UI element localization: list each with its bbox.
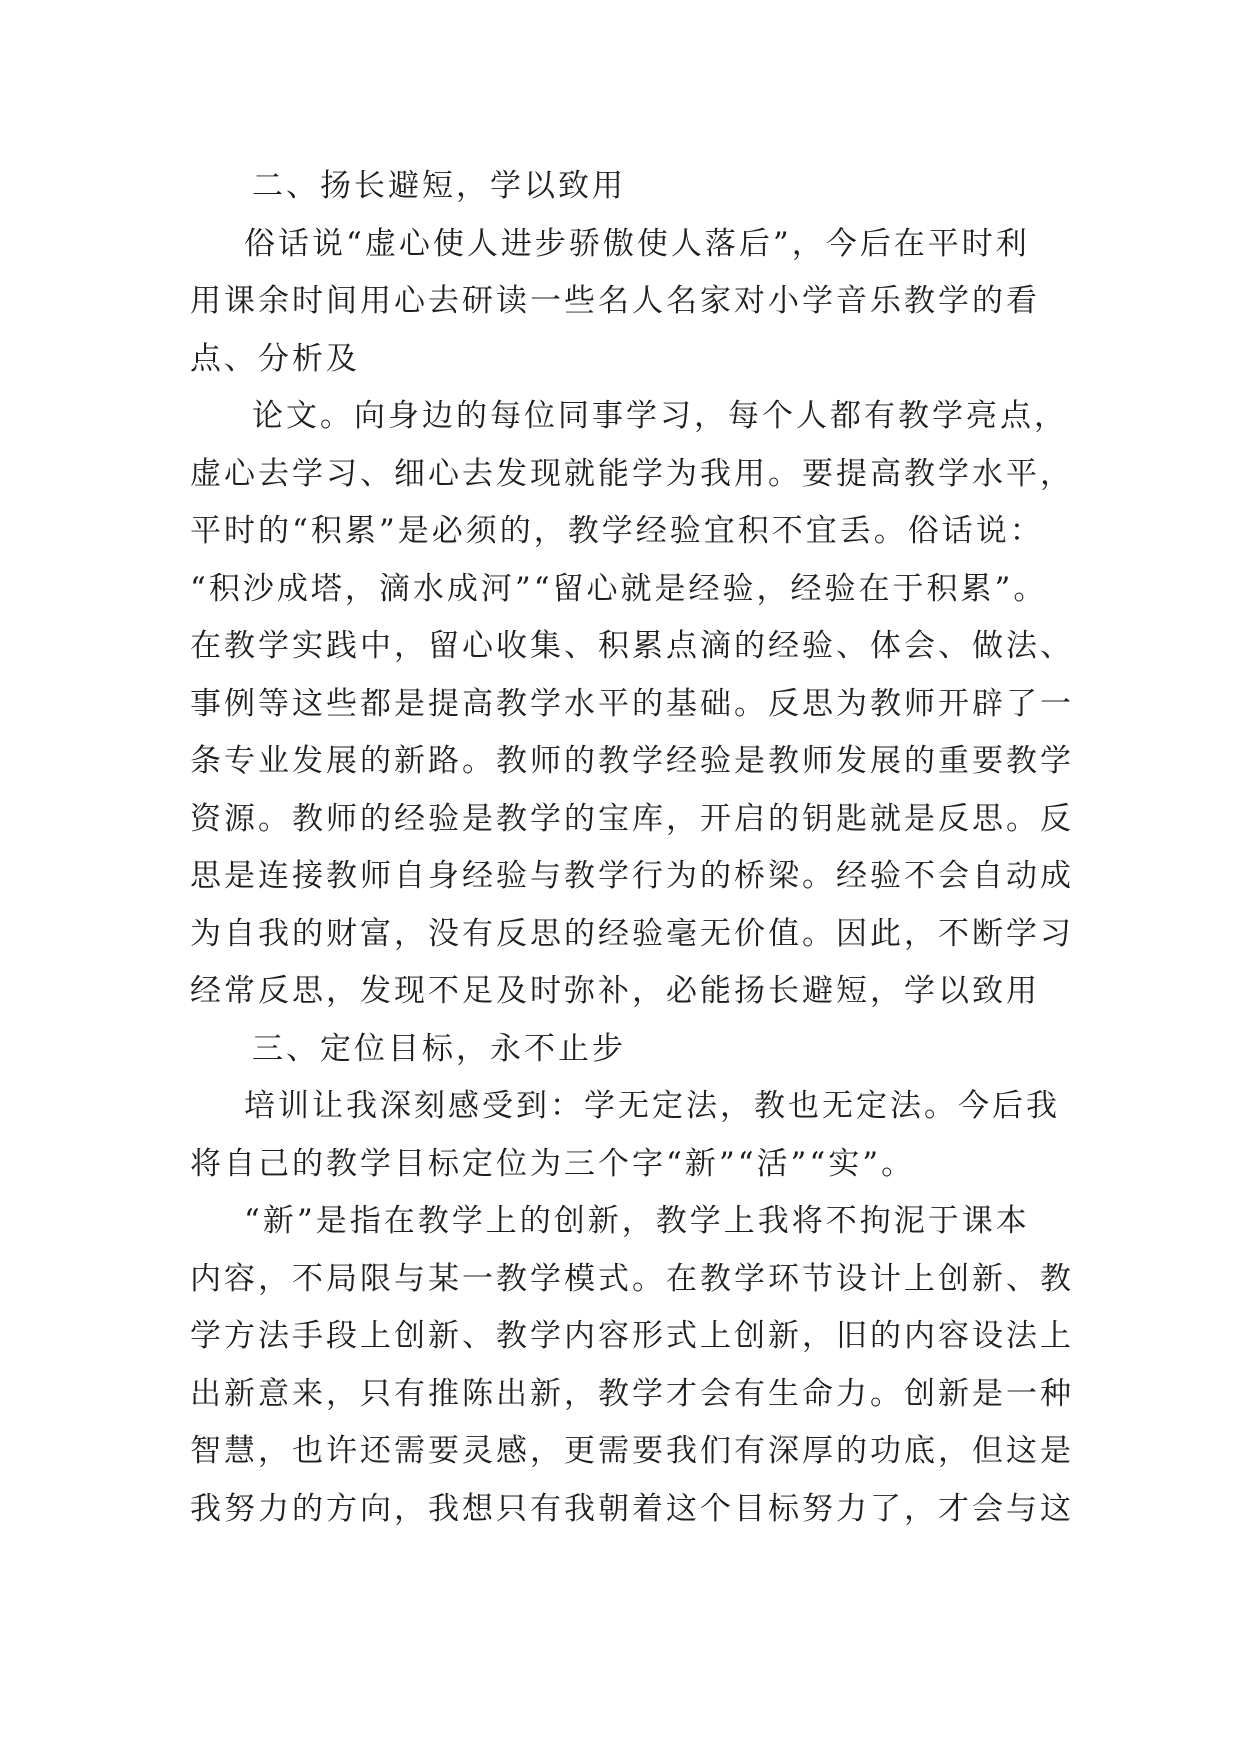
text-line: 事例等这些都是提高教学水平的基础。反思为教师开辟了一 [190,685,1074,722]
text-line: 将自己的教学目标定位为三个字“新”“活”“实”。 [190,1145,916,1182]
section-heading: 三、定位目标，永不止步 [252,1030,626,1067]
text-line: 出新意来，只有推陈出新，教学才会有生命力。创新是一种 [190,1375,1074,1412]
text-line: 智慧，也许还需要灵感，更需要我们有深厚的功底，但这是 [190,1433,1074,1469]
text-line: 在教学实践中，留心收集、积累点滴的经验、体会、做法、 [190,628,1074,664]
text-line: 论文。向身边的每位同事学习，每个人都有教学亮点， [252,398,1068,434]
text-line: “积沙成塔，滴水成河”“留心就是经验，经验在于积累”。 [190,570,1048,607]
section-heading: 二、扬长避短，学以致用 [252,168,626,204]
text-line: 俗话说“虚心使人进步骄傲使人落后”，今后在平时利 [244,225,1030,262]
text-line: “新”是指在教学上的创新，教学上我将不拘泥于课本 [244,1203,1030,1239]
text-line: 我努力的方向，我想只有我朝着这个目标努力了，才会与这 [190,1490,1074,1527]
text-line: 用课余时间用心去研读一些名人名家对小学音乐教学的看 [190,283,1040,319]
text-line: 平时的“积累”是必须的，教学经验宜积不宜丢。俗话说： [190,513,1044,549]
text-line: 资源。教师的经验是教学的宝库，开启的钥匙就是反思。反 [190,800,1074,837]
text-line: 思是连接教师自身经验与教学行为的桥梁。经验不会自动成 [190,858,1074,894]
body-text [190,158,1074,1538]
text-line: 培训让我深刻感受到：学无定法，教也无定法。今后我 [244,1088,1060,1124]
text-line: 经常反思，发现不足及时弥补，必能扬长避短，学以致用 [190,973,1040,1009]
text-line: 虚心去学习、细心去发现就能学为我用。要提高教学水平， [190,455,1074,492]
text-line: 条专业发展的新路。教师的教学经验是教师发展的重要教学 [190,743,1074,779]
text-line: 点、分析及 [190,340,360,377]
text-line: 内容，不局限与某一教学模式。在教学环节设计上创新、教 [190,1260,1074,1297]
text-line: 学方法手段上创新、教学内容形式上创新，旧的内容设法上 [190,1318,1074,1354]
text-line: 为自我的财富，没有反思的经验毫无价值。因此，不断学习 [190,915,1074,952]
